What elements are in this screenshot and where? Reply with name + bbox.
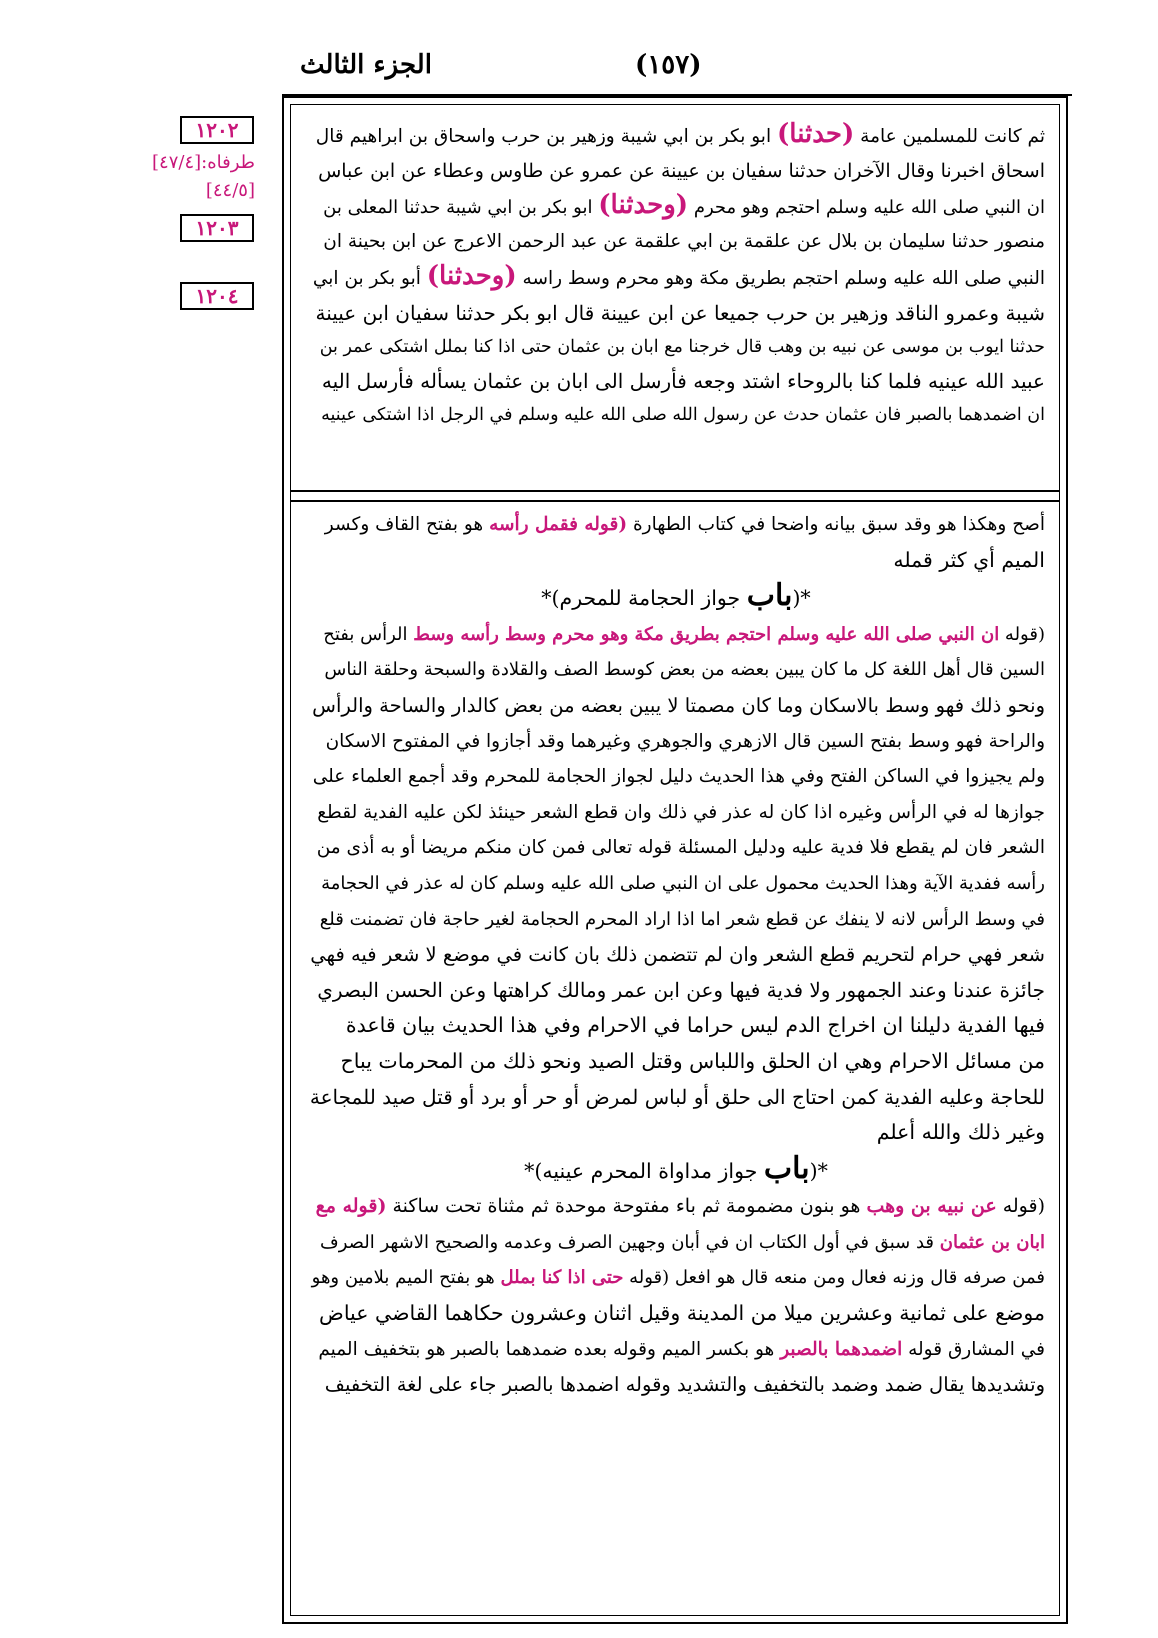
- sharh-text-block: [307, 507, 1045, 1403]
- sharh-line: ولم يجيزوا في الساكن الفتح وفي هذا الحديث دليل لجواز الحجامة للمحرم وقد أجمع العلماء على: [312, 766, 1045, 788]
- matn-line: اسحاق اخبرنا وقال الآخران حدثنا سفيان بن عيينة عن عمرو عن طاوس وعطاء عن ابن عباس: [318, 160, 1045, 182]
- chapter-heading-eyes: *(باب جواز مداواة المحرم عينيه)*: [524, 1150, 828, 1186]
- matn-line: ثم كانت للمسلمين عامة (حدثنا) ابو بكر بن ابي شيبة وزهير بن حرب واسحاق بن ابراهيم قال: [315, 119, 1045, 149]
- sharh-line: موضع على ثمانية وعشرين ميلا من المدينة وقيل اثنان وعشرون حكاهما القاضي عياض: [319, 1301, 1045, 1326]
- matn-line: منصور حدثنا سليمان بن بلال عن علقمة بن ابي علقمة عن عبد الرحمن الاعرج عن ابن بحينة ان: [323, 231, 1045, 252]
- cross-ref-line-2: [٤٤/٥]: [205, 180, 255, 201]
- sharh-line: وتشديدها يقال ضمد وضمد بالتخفيف والتشديد وقوله اضمدها بالصبر جاء على لغة التخفيف: [324, 1373, 1045, 1397]
- matn-line: ان اضمدهما بالصبر فان عثمان حدث عن رسول الله صلى الله عليه وسلم في الرجل اذا اشتكى عينيه: [321, 405, 1045, 425]
- volume-title: الجزء الثالث: [300, 50, 432, 80]
- matn-line: شيبة وعمرو الناقد وزهير بن حرب جميعا عن ابن عيينة قال ابو بكر حدثنا سفيان ابن عيينة: [315, 301, 1045, 325]
- sharh-line: ابان بن عثمان قد سبق في أول الكتاب ان في أبان وجهين الصرف وعدمه والصحيح الاشهر الصرف: [320, 1231, 1045, 1253]
- matn-line: عبيد الله عينيه فلما كنا بالروحاء اشتد وجعه فأرسل الى ابان بن عثمان يسأله فأرسل اليه: [321, 369, 1045, 393]
- sharh-line: رأسه ففدية الآية وهذا الحديث محمول على ان النبي صلى الله عليه وسلم كان له عذر في الحجامة: [321, 872, 1045, 894]
- hadith-number-1203: ١٢٠٣: [180, 214, 254, 242]
- matn-text-block: [307, 117, 1045, 432]
- matn-line: النبي صلى الله عليه وسلم احتجم بطريق مكة وهو محرم وسط راسه (وحدثنا) أبو بكر بن ابي: [312, 261, 1045, 291]
- sharh-line: للحاجة وعليه الفدية كمن احتاج الى حلق أو لباس لمرض أو حر أو برد أو قتل صيد للمجاعة: [309, 1084, 1045, 1109]
- section-separator: [291, 490, 1059, 502]
- sharh-line: أصح وهكذا هو وقد سبق بيانه واضحا في كتاب الطهارة (قوله فقمل رأسه هو بفتح القاف وكسر: [324, 514, 1045, 535]
- inner-frame: [290, 104, 1060, 1616]
- sharh-line: والراحة فهو وسط بفتح السين قال الازهري والجوهري وغيرهما وقد أجازوا في المفتوح الاسكان: [325, 730, 1045, 752]
- sharh-line: الميم أي كثر قمله: [893, 547, 1045, 572]
- sharh-line: فيها الفدية دليلنا ان اخراج الدم ليس حراما في الاحرام وفي هذا الحديث بيان قاعدة: [345, 1013, 1045, 1038]
- chapter-heading-hijama: *(باب جواز الحجامة للمحرم)*: [541, 578, 811, 614]
- sharh-line: في وسط الرأس لانه لا ينفك عن قطع شعر اما اذا اراد المحرم الحجامة لغير حاجة فان تضمنت قلع: [319, 908, 1045, 930]
- sharh-line: وغير ذلك والله أعلم: [876, 1120, 1045, 1145]
- hadith-number-1204: ١٢٠٤: [180, 282, 254, 310]
- sharh-line: فمن صرفه قال وزنه فعال ومن منعه قال هو افعل (قوله حتى اذا كنا بملل هو بفتح الميم بلامين وهو: [311, 1267, 1045, 1289]
- sharh-line: جوازها له في الرأس وغيره اذا كان له عذر في ذلك وان قطع الشعر حينئذ لكن عليه الفدية لقطع: [317, 801, 1045, 823]
- hadith-number-1202: ١٢٠٢: [180, 116, 254, 144]
- sharh-line: الشعر فان لم يقطع فلا فدية عليه ودليل المسئلة قوله تعالى فمن كان منكم مريضا أو به أذى من: [316, 837, 1045, 859]
- page-frame: [282, 96, 1068, 1624]
- sharh-line: في المشارق قوله اضمدهما بالصبر هو بكسر الميم وقوله بعده ضمدهما بالصبر هو بتخفيف الميم: [318, 1338, 1045, 1360]
- matn-line: حدثنا ايوب بن موسى عن نبيه بن وهب قال خرجنا مع ابان بن عثمان حتى اذا كنا بملل اشتكى عمر بن: [319, 337, 1045, 357]
- sharh-line: السين قال أهل اللغة كل ما كان يبين بعضه من بعض كوسط الصف والقلادة والسبحة وحلقة الناس: [324, 659, 1045, 681]
- matn-line: ان النبي صلى الله عليه وسلم احتجم وهو محرم (وحدثنا) ابو بكر بن ابي شيبة حدثنا المعلى بن: [323, 190, 1045, 220]
- sharh-line: شعر فهي حرام لتحريم قطع الشعر وان لم تتضمن ذلك بان كانت في موضع لا شعر فيه فهي: [310, 943, 1045, 967]
- page-number: (١٥٧): [635, 50, 702, 80]
- sharh-line: من مسائل الاحرام وهي ان الحلق واللباس وقتل الصيد ونحو ذلك من المحرمات يباح: [340, 1048, 1045, 1073]
- cross-ref-line-1: طرفاه:[٤٧/٤]: [152, 152, 255, 173]
- sharh-line: (قوله ان النبي صلى الله عليه وسلم احتجم بطريق مكة وهو محرم وسط رأسه وسط الرأس بفتح: [323, 623, 1045, 645]
- sharh-line: جائزة عندنا وعند الجمهور ولا فدية فيها وعن ابن عمر ومالك كراهتها وعن الحسن البصري: [317, 977, 1045, 1002]
- sharh-line: (قوله عن نبيه بن وهب هو بنون مضمومة ثم باء مفتوحة موحدة ثم مثناة تحت ساكنة (قوله مع: [315, 1195, 1045, 1218]
- sharh-line: ونحو ذلك فهو وسط بالاسكان وما كان مصمتا لا يبين بعضه من بعض كالدار والساحة والرأس: [312, 693, 1045, 717]
